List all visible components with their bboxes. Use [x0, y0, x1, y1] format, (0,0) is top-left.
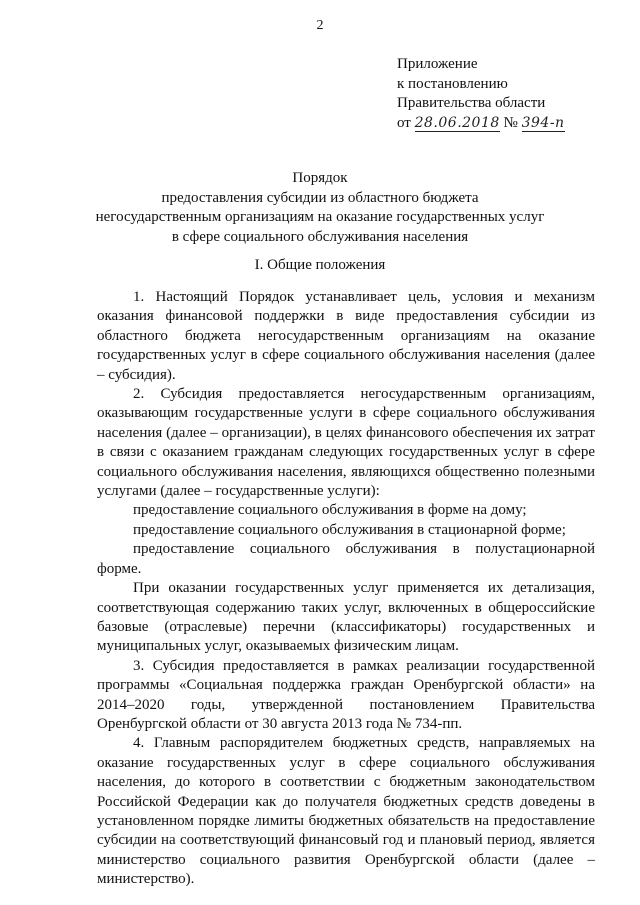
- paragraph-detail: При оказании государственных услуг применяется их детализация, соответствующая содержанию таких услуг, включенных в общероссийские базовые (отраслевые) перечни (классификаторы) государственных и муниципальных услуг, оказываемых физическим лицам.: [97, 580, 595, 655]
- paragraph-list-item-3: предоставление социального обслуживания в полустационарной форме.: [97, 541, 595, 577]
- title-line-3: негосударственным организациям на оказание государственных услуг: [95, 209, 545, 225]
- paragraph-list-item-2: предоставление социального обслуживания в стационарной форме;: [133, 521, 566, 538]
- number-prefix: №: [503, 114, 518, 131]
- document-body: [97, 288, 595, 890]
- title-line-1: Порядок: [292, 170, 348, 186]
- page-number: 2: [316, 18, 324, 33]
- title-line-2: предоставления субсидии из областного бюджета: [161, 189, 479, 206]
- appendix-line-3: Правительства области: [397, 95, 546, 111]
- document-title: [0, 169, 640, 247]
- title-line-4: в сфере социального обслуживания населения: [171, 228, 469, 245]
- appendix-date-line: [397, 114, 565, 134]
- handwritten-number: 394-п: [521, 114, 565, 131]
- paragraph-list-item-1: предоставление социального обслуживания в форме на дому;: [133, 502, 527, 519]
- section-heading: I. Общие положения: [254, 257, 386, 273]
- paragraph-1: 1. Настоящий Порядок устанавливает цель, условия и механизм оказания финансовой поддержки в виде предоставления субсидии из областного бюджета негосударственным организациям на оказание государственных услуг в сфере социального обслуживания населения (далее – субсидия).: [97, 289, 595, 383]
- paragraph-3: 3. Субсидия предоставляется в рамках реализации государственной программы «Социальная поддержка граждан Оренбургской области» на 2014–2020 годы, утвержденной постановлением Правительства Оренбургской области от 30 августа 2013 года № 734-пп.: [97, 657, 595, 732]
- appendix-line-1: Приложение: [397, 56, 478, 72]
- paragraph-2: 2. Субсидия предоставляется негосударственным организациям, оказывающим государственные услуги в сфере социального обслуживания населения (далее – организации), в целях финансового обеспечения их затрат в связи с оказанием гражданам следующих государственных услуг в сфере социального обслуживания населения, являющихся общественно полезными услугами (далее – государственные услуги):: [97, 386, 595, 500]
- handwritten-date: 28.06.2018: [414, 114, 500, 131]
- appendix-block: [397, 55, 565, 133]
- date-prefix: от: [397, 114, 411, 131]
- appendix-line-2: к постановлению: [397, 75, 508, 92]
- paragraph-4: 4. Главным распорядителем бюджетных средств, направляемых на оказание государственных услуг в сфере социального обслуживания населения, до которого в соответствии с бюджетным законодательством Российской Федерации как до получателя бюджетных средств доведены в установленном порядке лимиты бюджетных обязательств на предоставление субсидии на соответствующий финансовый год и плановый период, является министерство социального развития Оренбургской области (далее – министерство).: [97, 735, 595, 888]
